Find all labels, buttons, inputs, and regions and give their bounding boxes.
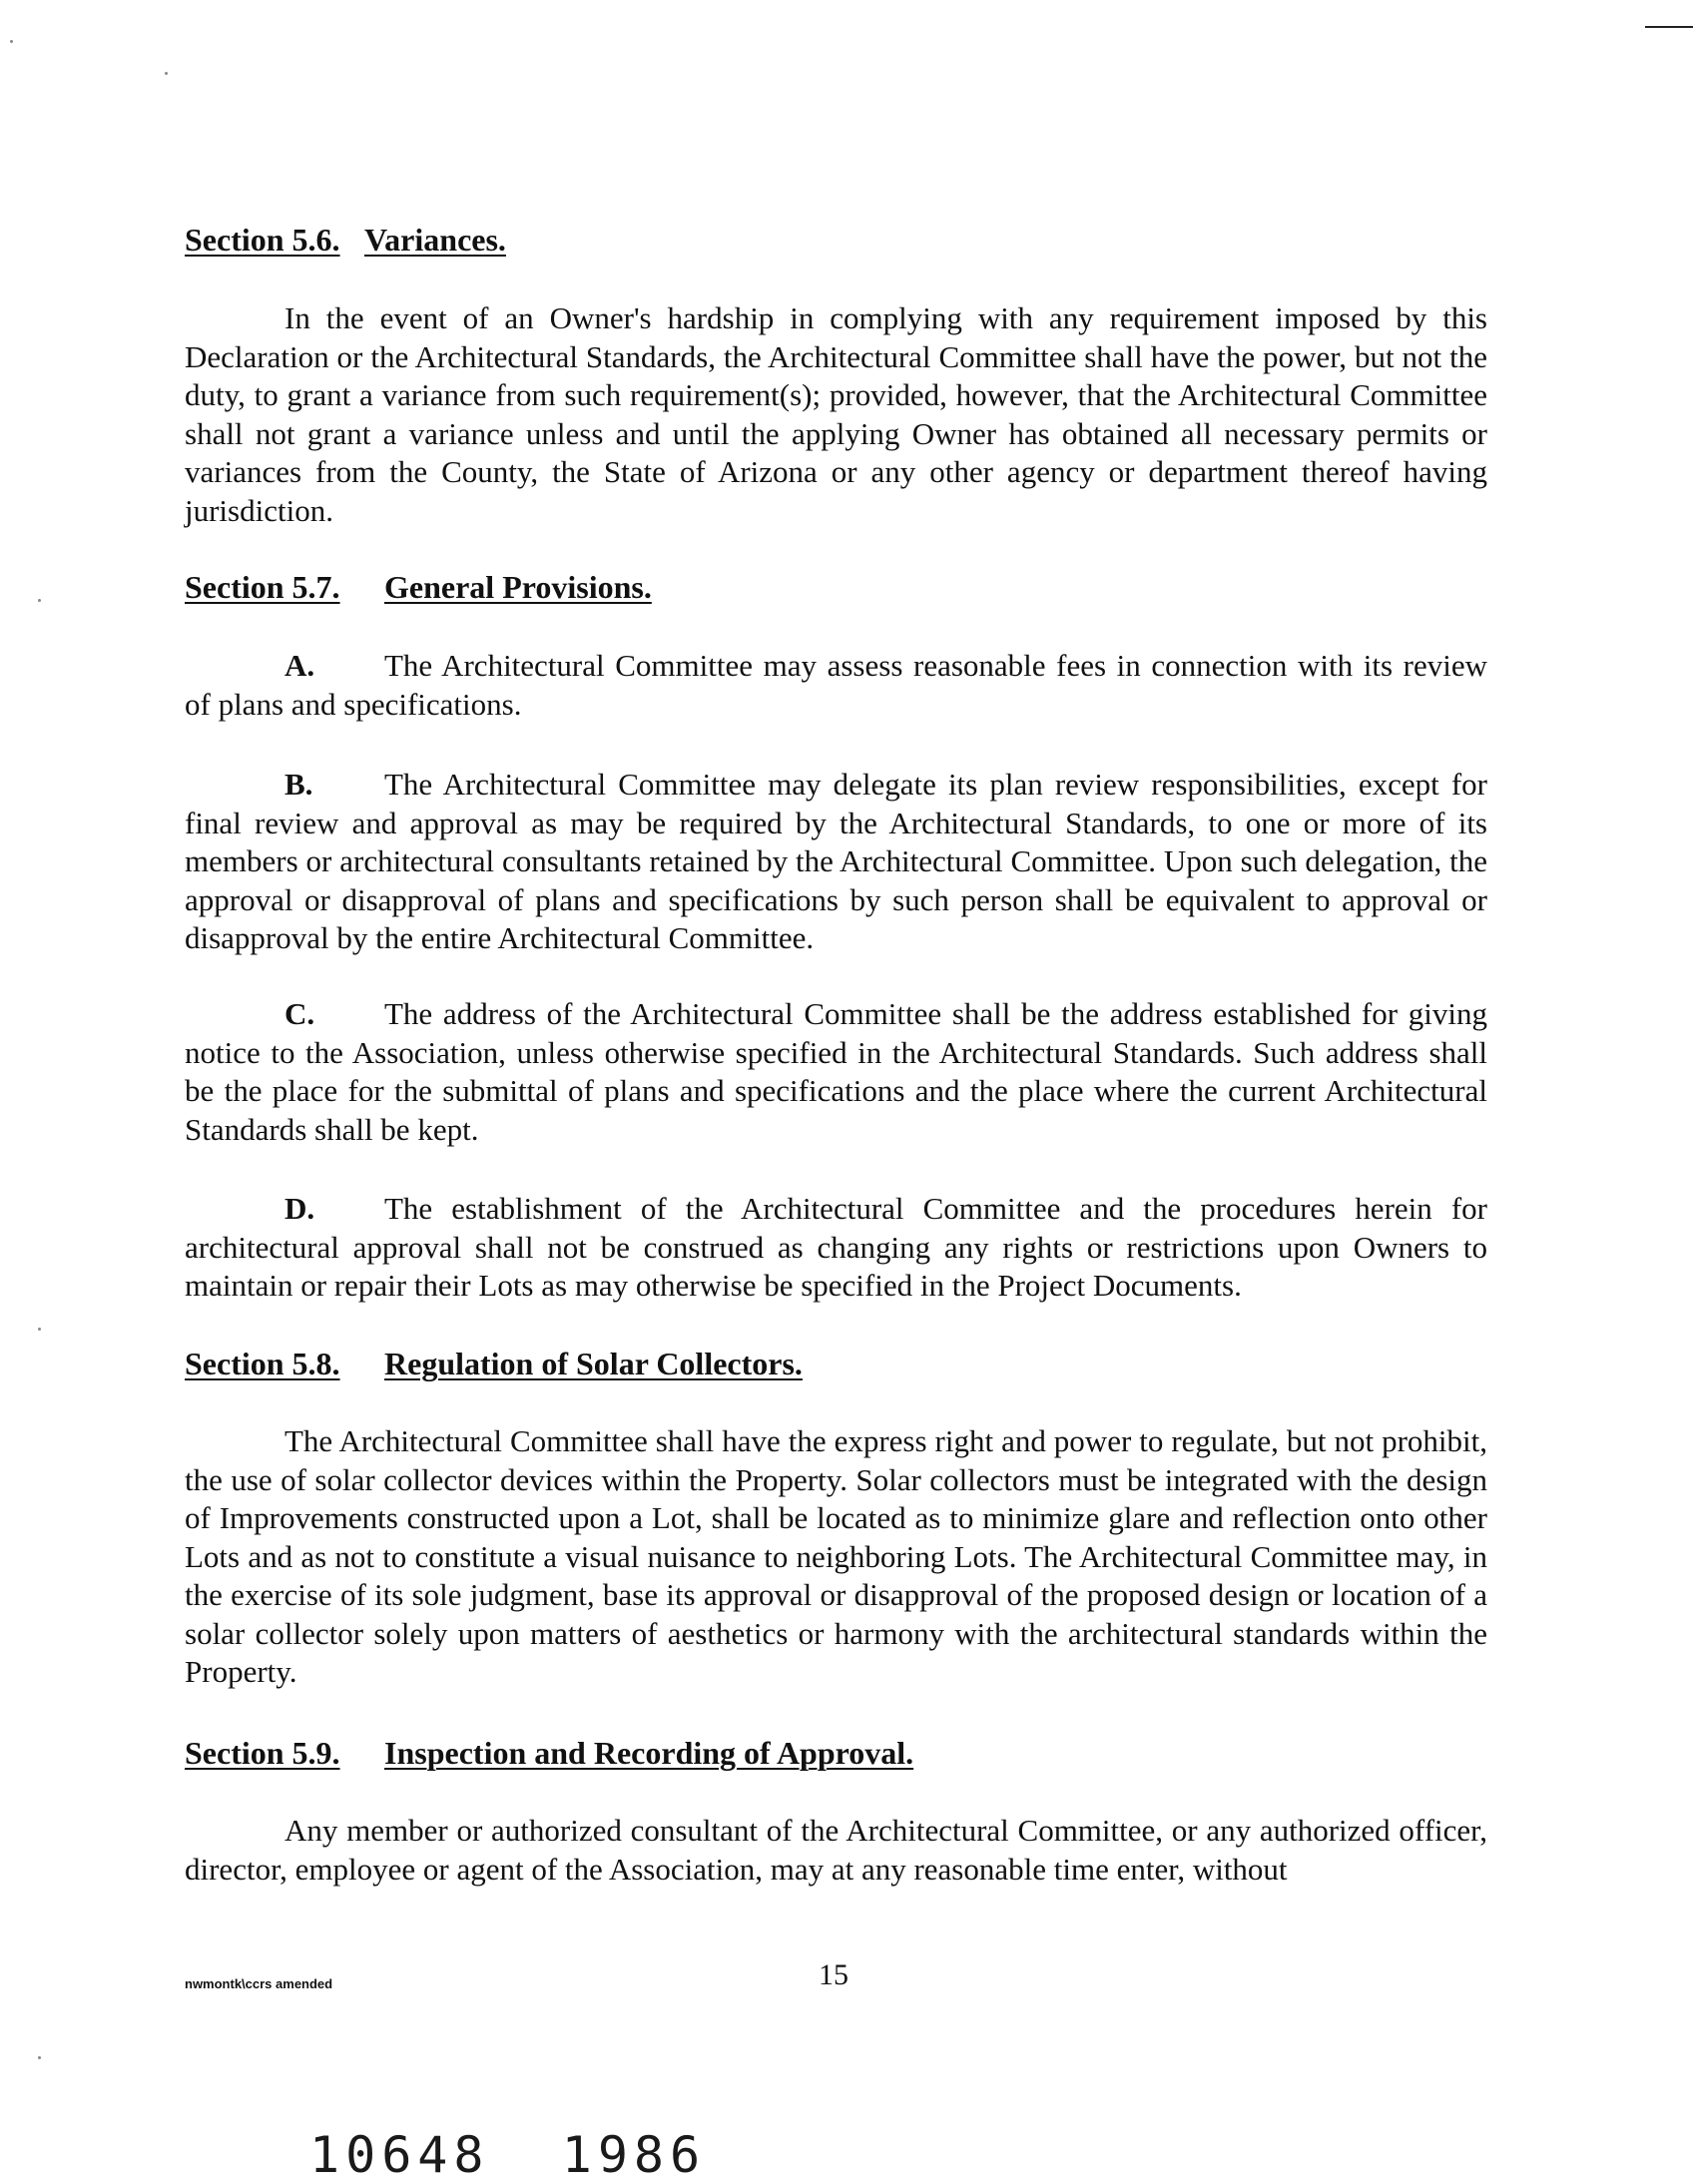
page-number: 15 <box>819 1958 848 1991</box>
provision-item-a <box>185 647 1487 724</box>
scan-speck <box>10 40 13 43</box>
section-number: Section 5.7. <box>185 569 340 605</box>
scan-edge-mark <box>1645 26 1693 28</box>
provision-text: The establishment of the Architectural Committee and the procedures herein for architectural approval shall not be construed as changing any rights or restrictions upon Owners to maintain or repair their Lots as may otherwise be specified in the Project Documents. <box>185 1191 1487 1303</box>
section-number: Section 5.8. <box>185 1346 340 1381</box>
section-5-9-body: Any member or authorized consultant of the Architectural Committee, or any authorized officer, director, employee or agent of the Association, may at any reasonable time enter, without <box>185 1813 1487 1887</box>
footer-file-reference: nwmontk\ccrs amended <box>185 1976 333 1991</box>
section-5-7-heading <box>185 569 652 606</box>
provision-letter: A. <box>284 648 315 683</box>
scan-speck <box>165 72 168 75</box>
section-number: Section 5.9. <box>185 1735 340 1771</box>
provision-letter: B. <box>284 767 313 802</box>
section-title: Variances. <box>364 222 506 258</box>
section-title: Regulation of Solar Collectors. <box>384 1346 803 1381</box>
scan-speck <box>38 599 41 602</box>
section-title: Inspection and Recording of Approval. <box>384 1735 914 1771</box>
scan-speck <box>38 2056 41 2059</box>
provision-item-c <box>185 995 1487 1149</box>
section-5-9-heading <box>185 1735 914 1772</box>
provision-letter: D. <box>284 1191 315 1226</box>
section-5-8-body: The Architectural Committee shall have the express right and power to regulate, but not prohibit, the use of solar collector devices within the Property. Solar collectors must be integrated with the design of Improvements constructed upon a Lot, shall be located as to minimize glare and reflection onto other Lots and as not to constitute a visual nuisance to neighboring Lots. The Architectural Committee may, in the exercise of its sole judgment, base its approval or disapproval of the proposed design or location of a solar collector solely upon matters of aesthetics or harmony with the architectural standards within the Property. <box>185 1423 1487 1689</box>
provision-item-b <box>185 766 1487 958</box>
section-title: General Provisions. <box>384 569 652 605</box>
provision-text: The Architectural Committee may delegate its plan review responsibilities, except for final review and approval as may be required by the Architectural Standards, to one or more of its members or architectural consultants retained by the Architectural Committee. Upon such delegation, the approval or disapproval of plans and specifications by such person shall be equivalent to approval or disapproval by the entire Architectural Committee. <box>185 767 1487 955</box>
recording-stamp: 10648 1986 <box>309 2126 707 2184</box>
provision-letter: C. <box>284 996 315 1031</box>
provision-text: The address of the Architectural Committee shall be the address established for giving notice to the Association, unless otherwise specified in the Architectural Standards. Such address shall be the place for the submittal of plans and specifications and the place where the current Architectural Standards shall be kept. <box>185 996 1487 1147</box>
scan-speck <box>38 1328 41 1331</box>
section-number: Section 5.6. <box>185 222 340 258</box>
provision-item-d <box>185 1190 1487 1306</box>
provision-text: The Architectural Committee may assess reasonable fees in connection with its review of plans and specifications. <box>185 648 1487 722</box>
section-5-8-heading <box>185 1346 803 1382</box>
section-5-6-body: In the event of an Owner's hardship in complying with any requirement imposed by this Declaration or the Architectural Standards, the Architectural Committee shall have the power, but not the duty, to grant a variance from such requirement(s); provided, however, that the Architectural Committee shall not grant a variance unless and until the applying Owner has obtained all necessary permits or variances from the County, the State of Arizona or any other agency or department thereof having jurisdiction. <box>185 300 1487 528</box>
section-5-6-heading <box>185 222 506 259</box>
